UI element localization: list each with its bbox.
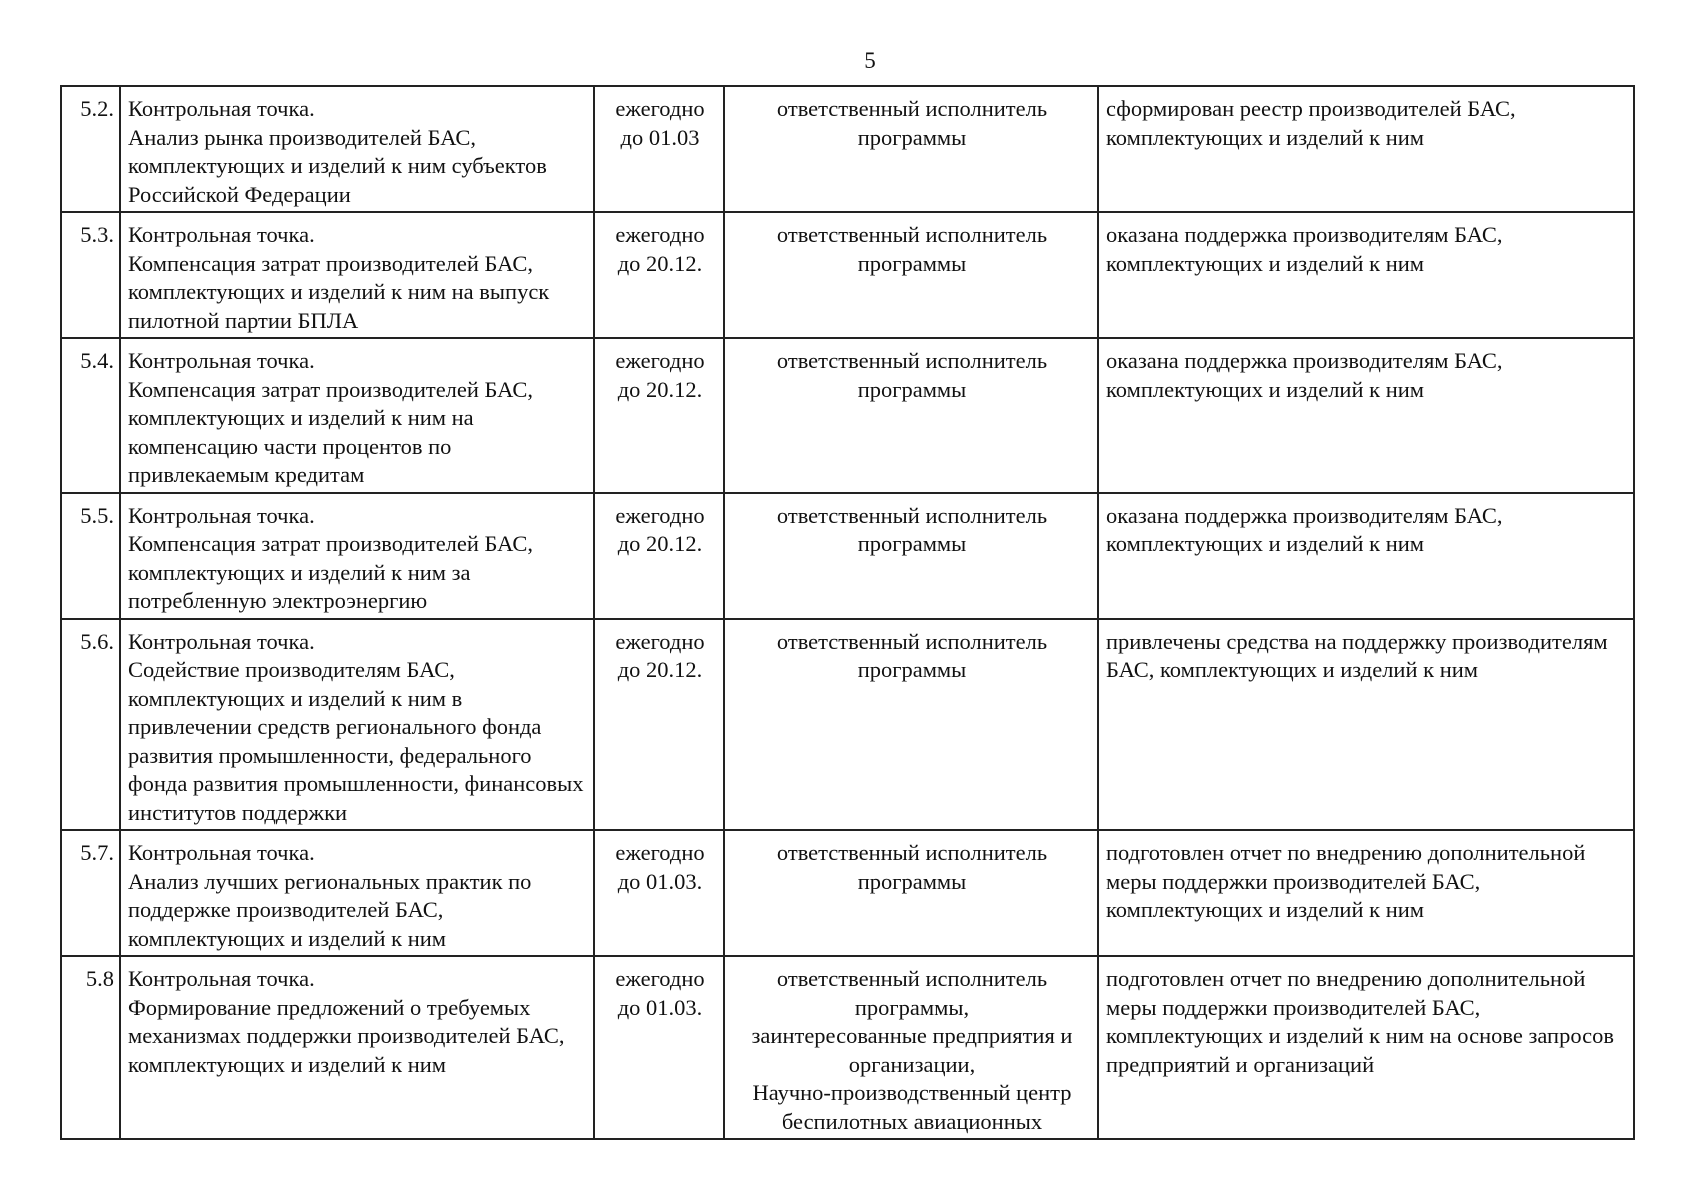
expected-result: сформирован реестр производителей БАС, комплектующих и изделий к ним <box>1098 86 1634 212</box>
expected-result: оказана поддержка производителям БАС, комплектующих и изделий к ним <box>1098 212 1634 338</box>
control-points-table <box>60 85 1635 1140</box>
expected-result: оказана поддержка производителям БАС, комплектующих и изделий к ним <box>1098 338 1634 493</box>
row-number: 5.6. <box>61 619 120 831</box>
event-description: Контрольная точка. Анализ лучших региональных практик по поддержке производителей БАС, комплектующих и изделий к ним <box>120 830 594 956</box>
expected-result: подготовлен отчет по внедрению дополнительной меры поддержки производителей БАС, комплектующих и изделий к ним на основе запросов предприятий и организаций <box>1098 956 1634 1139</box>
deadline: ежегодно до 20.12. <box>594 338 724 493</box>
table-row <box>61 619 1634 831</box>
deadline: ежегодно до 01.03. <box>594 956 724 1139</box>
expected-result: подготовлен отчет по внедрению дополнительной меры поддержки производителей БАС, комплектующих и изделий к ним <box>1098 830 1634 956</box>
event-description: Контрольная точка. Содействие производителям БАС, комплектующих и изделий к ним в привлечении средств регионального фонда развития промышленности, федерального фонда развития промышленности, финансовых институтов поддержки <box>120 619 594 831</box>
expected-result: оказана поддержка производителям БАС, комплектующих и изделий к ним <box>1098 493 1634 619</box>
table-row <box>61 830 1634 956</box>
event-description: Контрольная точка. Компенсация затрат производителей БАС, комплектующих и изделий к ним на компенсацию части процентов по привлекаемым кредитам <box>120 338 594 493</box>
deadline: ежегодно до 01.03 <box>594 86 724 212</box>
executor: ответственный исполнитель программы <box>724 493 1098 619</box>
row-number: 5.2. <box>61 86 120 212</box>
table-row <box>61 956 1634 1139</box>
deadline: ежегодно до 20.12. <box>594 493 724 619</box>
table-row <box>61 212 1634 338</box>
deadline: ежегодно до 20.12. <box>594 212 724 338</box>
executor: ответственный исполнитель программы <box>724 338 1098 493</box>
row-number: 5.5. <box>61 493 120 619</box>
expected-result: привлечены средства на поддержку производителям БАС, комплектующих и изделий к ним <box>1098 619 1634 831</box>
event-description: Контрольная точка. Компенсация затрат производителей БАС, комплектующих и изделий к ним на выпуск пилотной партии БПЛА <box>120 212 594 338</box>
table-row <box>61 338 1634 493</box>
deadline: ежегодно до 20.12. <box>594 619 724 831</box>
event-description: Контрольная точка. Анализ рынка производителей БАС, комплектующих и изделий к ним субъектов Российской Федерации <box>120 86 594 212</box>
table-row <box>61 493 1634 619</box>
table-row <box>61 86 1634 212</box>
row-number: 5.4. <box>61 338 120 493</box>
row-number: 5.7. <box>61 830 120 956</box>
executor: ответственный исполнитель программы <box>724 212 1098 338</box>
executor: ответственный исполнитель программы <box>724 86 1098 212</box>
row-number: 5.3. <box>61 212 120 338</box>
executor: ответственный исполнитель программы <box>724 830 1098 956</box>
event-description: Контрольная точка. Компенсация затрат производителей БАС, комплектующих и изделий к ним за потребленную электроэнергию <box>120 493 594 619</box>
row-number: 5.8 <box>61 956 120 1139</box>
page-number: 5 <box>864 48 876 73</box>
deadline: ежегодно до 01.03. <box>594 830 724 956</box>
executor: ответственный исполнитель программы <box>724 619 1098 831</box>
event-description: Контрольная точка. Формирование предложений о требуемых механизмах поддержки производителей БАС, комплектующих и изделий к ним <box>120 956 594 1139</box>
executor: ответственный исполнитель программы, заинтересованные предприятия и организации, Научно-производственный центр беспилотных авиационных <box>724 956 1098 1139</box>
